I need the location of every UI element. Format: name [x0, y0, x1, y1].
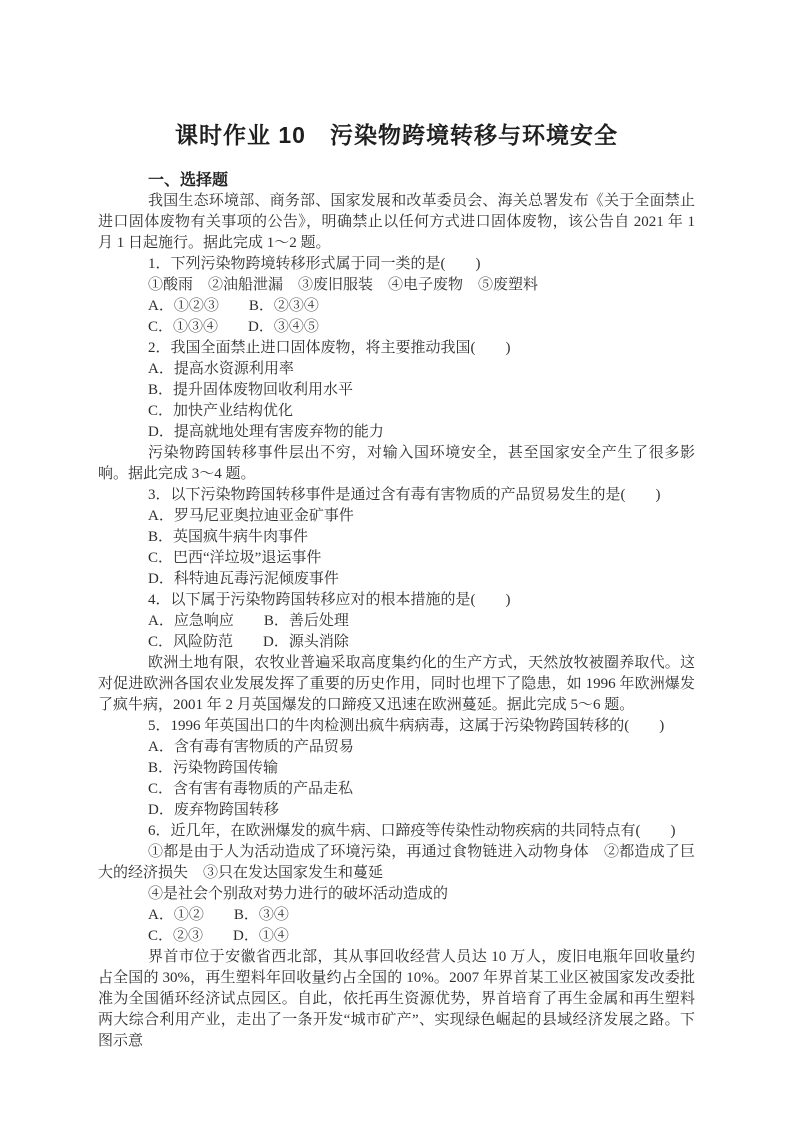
option: D．提高就地处理有害废弃物的能力 — [148, 424, 384, 440]
passage-paragraph: 界首市位于安徽省西北部，其从事回收经营人员达 10 万人，废旧电瓶年回收量约占全国的 30%，再生塑料年回收量约占全国的 10%。2007 年界首某工业区被国家发改委批准为全国循环经济试点园区。自此，依托再生资源优势，界首培育了再生金属和再生塑料两大综合利用产业，走出了一条开发“城市矿产”、实现绿色崛起的县域经济发展之路。下图示意 — [98, 949, 695, 1049]
options-row: C．②③ D．①④ — [148, 928, 289, 944]
page-title: 课时作业 10 污染物跨境转移与环境安全 — [175, 122, 618, 148]
options-row: A．①② B．③④ — [148, 907, 289, 923]
option: A．提高水资源利用率 — [148, 361, 294, 377]
document-body — [98, 170, 695, 1052]
question-stem: 2．我国全面禁止进口固体废物，将主要推动我国( ) — [148, 340, 511, 356]
passage-paragraph: 欧洲土地有限，农牧业普遍采取高度集约化的生产方式，天然放牧被圈养取代。这对促进欧洲各国农业发展发挥了重要的历史作用，同时也埋下了隐患，如 1996 年欧洲爆发了疯牛病，2001 年 2 月英国爆发的口蹄疫又迅速在欧洲蔓延。据此完成 5～6 题。 — [98, 655, 695, 713]
choice-items: ④是社会个别敌对势力进行的破坏活动造成的 — [148, 886, 449, 902]
choice-items: ①酸雨 ②油船泄漏 ③废旧服装 ④电子废物 ⑤废塑料 — [148, 277, 539, 293]
question-stem: 1．下列污染物跨境转移形式属于同一类的是( ) — [148, 256, 481, 272]
option: C．巴西“洋垃圾”退运事件 — [148, 550, 322, 566]
options-row: A．应急响应 B．善后处理 — [148, 613, 349, 629]
option: B．英国疯牛病牛肉事件 — [148, 529, 309, 545]
question-blocks — [98, 191, 695, 1052]
passage-paragraph: 我国生态环境部、商务部、国家发展和改革委员会、海关总署发布《关于全面禁止进口固体废物有关事项的公告》，明确禁止以任何方式进口固体废物，该公告自 2021 年 1 月 1 日起施行。据此完成 1～2 题。 — [98, 193, 695, 251]
question-stem: 5．1996 年英国出口的牛肉检测出疯牛病病毒，这属于污染物跨国转移的( ) — [148, 718, 665, 734]
option: A．含有毒有害物质的产品贸易 — [148, 739, 354, 755]
options-row: C．风险防范 D．源头消除 — [148, 634, 349, 650]
question-stem: 3．以下污染物跨国转移事件是通过含有毒有害物质的产品贸易发生的是( ) — [148, 487, 661, 503]
option: B．提升固体废物回收利用水平 — [148, 382, 354, 398]
passage-paragraph: 污染物跨国转移事件层出不穷，对输入国环境安全，甚至国家安全产生了很多影响。据此完成 3～4 题。 — [98, 445, 695, 482]
options-row: C．①③④ D．③④⑤ — [148, 319, 319, 335]
option: C．加快产业结构优化 — [148, 403, 294, 419]
option: C．含有害有毒物质的产品走私 — [148, 781, 354, 797]
options-row: A．①②③ B．②③④ — [148, 298, 319, 314]
option: D．科特迪瓦毒污泥倾废事件 — [148, 571, 339, 587]
option: D．废弃物跨国转移 — [148, 802, 279, 818]
section-heading: 一、选择题 — [148, 172, 229, 189]
choice-items: ①都是由于人为活动造成了环境污染，再通过食物链进入动物身体 ②都造成了巨大的经济损失 ③只在发达国家发生和蔓延 — [98, 844, 695, 881]
question-stem: 6．近几年，在欧洲爆发的疯牛病、口蹄疫等传染性动物疾病的共同特点有( ) — [148, 823, 676, 839]
option: B．污染物跨国传输 — [148, 760, 279, 776]
question-stem: 4．以下属于污染物跨国转移应对的根本措施的是( ) — [148, 592, 511, 608]
option: A．罗马尼亚奥拉迪亚金矿事件 — [148, 508, 354, 524]
